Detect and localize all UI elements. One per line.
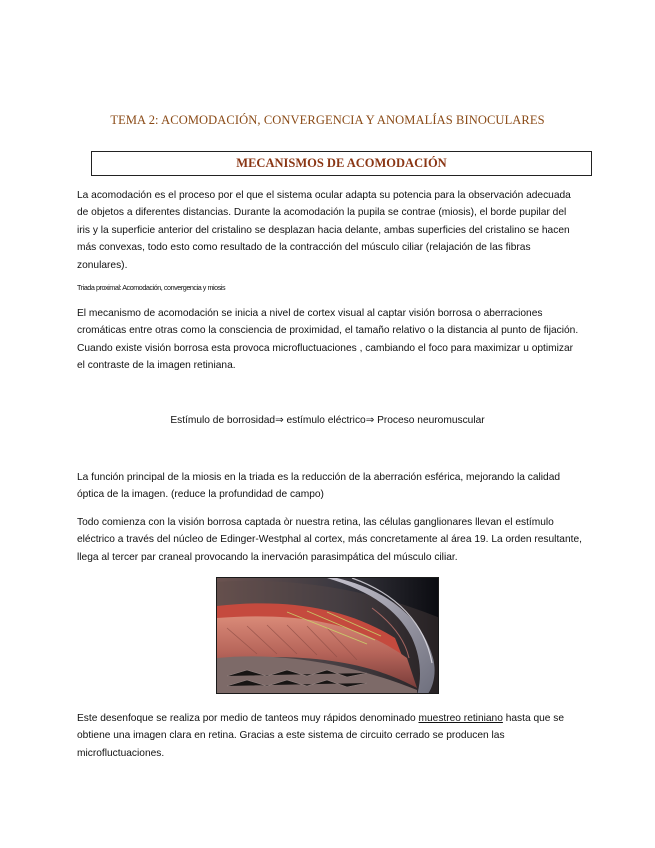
section-heading-box <box>91 151 592 176</box>
paragraph-retinal-sampling <box>77 710 582 762</box>
paragraph-definition: La acomodación es el proceso por el que el sistema ocular adapta su potencia para la observación adecuada de objetos a diferentes distancias. Durante la acomodación la pupila se contrae (miosis), el borde pupilar del iris y la superficie anterior del cristalino se desplazan hacia delante, ambas superficies del cristalino se hacen más convexas, todo esto como resultado de la contracción del músculo ciliar (relajación de las fibras zonulares). <box>77 190 571 271</box>
underlined-term: muestreo retiniano <box>418 713 503 724</box>
section-heading: MECANISMOS DE ACOMODACIÓN <box>236 156 447 170</box>
sampling-text-end: hasta que se obtiene una imagen clara en retina. Gracias a este sistema de circuito cerrado se producen las microfluctuaciones. <box>77 713 565 759</box>
paragraph-pathway: Todo comienza con la visión borrosa captada òr nuestra retina, las células ganglionares llevan el estímulo eléctrico a través del núcleo de Edinger-Westphal al cortex, más concretamente al área 19. La orden resultante, llega al tercer par craneal provocando la inervación parasimpática del músculo ciliar. <box>77 517 582 563</box>
eye-anatomy-figure <box>216 577 439 694</box>
triad-note: Triada proximal: Acomodación, convergencia y miosis <box>77 283 226 292</box>
eye-ciliary-body-illustration-icon <box>217 578 439 694</box>
document-title: TEMA 2: ACOMODACIÓN, CONVERGENCIA Y ANOMALÍAS BINOCULARES <box>110 113 545 127</box>
paragraph-miosis: La función principal de la miosis en la triada es la reducción de la aberración esférica, mejorando la calidad óptica de la imagen. (reduce la profundidad de campo) <box>77 472 561 501</box>
stimulus-chain: Estímulo de borrosidad⇒ estímulo eléctrico⇒ Proceso neuromuscular <box>170 415 485 426</box>
paragraph-mechanism: El mecanismo de acomodación se inicia a nivel de cortex visual al captar visión borrosa o aberraciones cromáticas entre otras como la consciencia de proximidad, el tamaño relativo o la distancia al punto de fijación. Cuando existe visión borrosa esta provoca microfluctuaciones , cambiando el foco para maximizar u optimizar el contraste de la imagen retiniana. <box>77 308 579 372</box>
sampling-text-start: Este desenfoque se realiza por medio de tanteos muy rápidos denominado <box>77 713 419 724</box>
